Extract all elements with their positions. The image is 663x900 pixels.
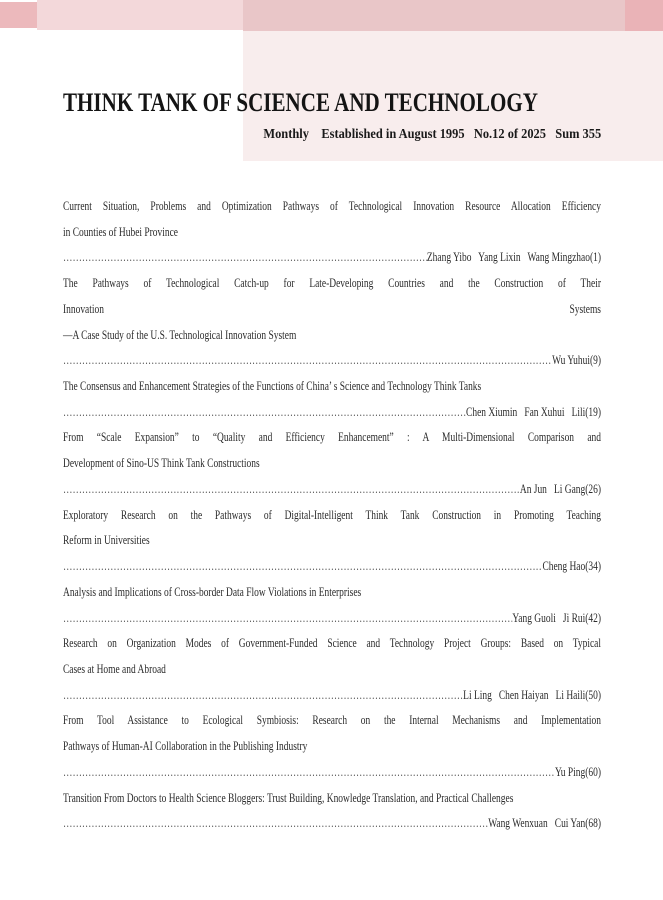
- toc-entry: [63, 785, 601, 836]
- dot-leader: [63, 605, 512, 631]
- toc-entry: [63, 630, 601, 707]
- article-title-line: Exploratory Research on the Pathways of Digital-Intelligent Think Tank Construction in Promoting Teaching: [63, 506, 601, 522]
- article-title-line: From “Scale Expansion” to “Quality and Efficiency Enhancement” : A Multi-Dimensional Comparison and: [63, 429, 601, 445]
- article-title-line: —A Case Study of the U.S. Technological Innovation System: [63, 326, 297, 342]
- article-authors-line: [63, 399, 601, 425]
- article-title-line: Pathways of Human-AI Collaboration in the Publishing Industry: [63, 738, 308, 754]
- article-authors-line: [63, 810, 601, 836]
- dot-leader: [63, 553, 542, 579]
- toc-entry: [63, 579, 601, 630]
- header-band-corner-right: [625, 0, 663, 31]
- article-authors-page: Zhang Yibo Yang Lixin Wang Mingzhao(1): [426, 249, 601, 265]
- toc-list: [63, 193, 601, 836]
- article-title-line: in Counties of Hubei Province: [63, 223, 178, 239]
- article-authors-line: [63, 759, 601, 785]
- dot-leader: [63, 810, 488, 836]
- article-title-line: Innovation Systems: [63, 300, 601, 316]
- article-title-line: The Consensus and Enhancement Strategies of the Functions of China’ s Science and Technology Think Tanks: [63, 378, 482, 394]
- article-title-line: From Tool Assistance to Ecological Symbiosis: Research on the Internal Mechanisms and Implementation: [63, 712, 601, 728]
- article-title-line: Reform in Universities: [63, 532, 150, 548]
- toc-entry: [63, 424, 601, 501]
- dot-leader: [63, 399, 466, 425]
- article-authors-page: Cheng Hao(34): [542, 558, 601, 574]
- article-authors-line: [63, 553, 601, 579]
- article-authors-page: Chen Xiumin Fan Xuhui Lili(19): [466, 403, 601, 419]
- dot-leader: [63, 347, 552, 373]
- article-authors-line: [63, 244, 601, 270]
- article-title-line: Analysis and Implications of Cross-border Data Flow Violations in Enterprises: [63, 583, 362, 599]
- toc-entry: [63, 502, 601, 579]
- article-title-line: Cases at Home and Abroad: [63, 660, 166, 676]
- article-title-line: Development of Sino-US Think Tank Constructions: [63, 455, 260, 471]
- article-authors-line: [63, 682, 601, 708]
- article-authors-page: Wu Yuhui(9): [552, 352, 601, 368]
- dot-leader: [63, 759, 555, 785]
- article-title-line: Current Situation, Problems and Optimization Pathways of Technological Innovation Resource Allocation Efficiency: [63, 198, 601, 213]
- article-authors-line: [63, 347, 601, 373]
- toc-entry: [63, 373, 601, 424]
- dot-leader: [63, 244, 427, 270]
- journal-issue-info: Monthly Established in August 1995 No.12 of 2025 Sum 355: [263, 126, 601, 141]
- header-band-main: [243, 0, 625, 31]
- article-authors-line: [63, 605, 601, 631]
- article-authors-line: [63, 476, 601, 502]
- journal-title: THINK TANK OF SCIENCE AND TECHNOLOGY: [63, 88, 538, 117]
- dot-leader: [63, 476, 520, 502]
- article-authors-page: Yang Guoli Ji Rui(42): [512, 609, 601, 625]
- toc-entry: [63, 707, 601, 784]
- header-band-strip: [37, 0, 243, 30]
- article-authors-page: An Jun Li Gang(26): [519, 480, 601, 496]
- article-authors-page: Wang Wenxuan Cui Yan(68): [488, 815, 601, 831]
- article-authors-page: Li Ling Chen Haiyan Li Haili(50): [463, 686, 601, 702]
- article-title-line: Research on Organization Modes of Government-Funded Science and Technology Project Groups: Based on Typical: [63, 635, 601, 651]
- toc-entry: [63, 270, 601, 373]
- article-title-line: The Pathways of Technological Catch-up for Late-Developing Countries and the Construction of Their: [63, 275, 601, 291]
- article-authors-page: Yu Ping(60): [555, 763, 601, 779]
- toc-entry: [63, 193, 601, 270]
- article-title-line: Transition From Doctors to Health Science Bloggers: Trust Building, Knowledge Translation, and Practical Challenges: [63, 789, 514, 805]
- header-band-corner-left: [0, 2, 37, 28]
- dot-leader: [63, 682, 463, 708]
